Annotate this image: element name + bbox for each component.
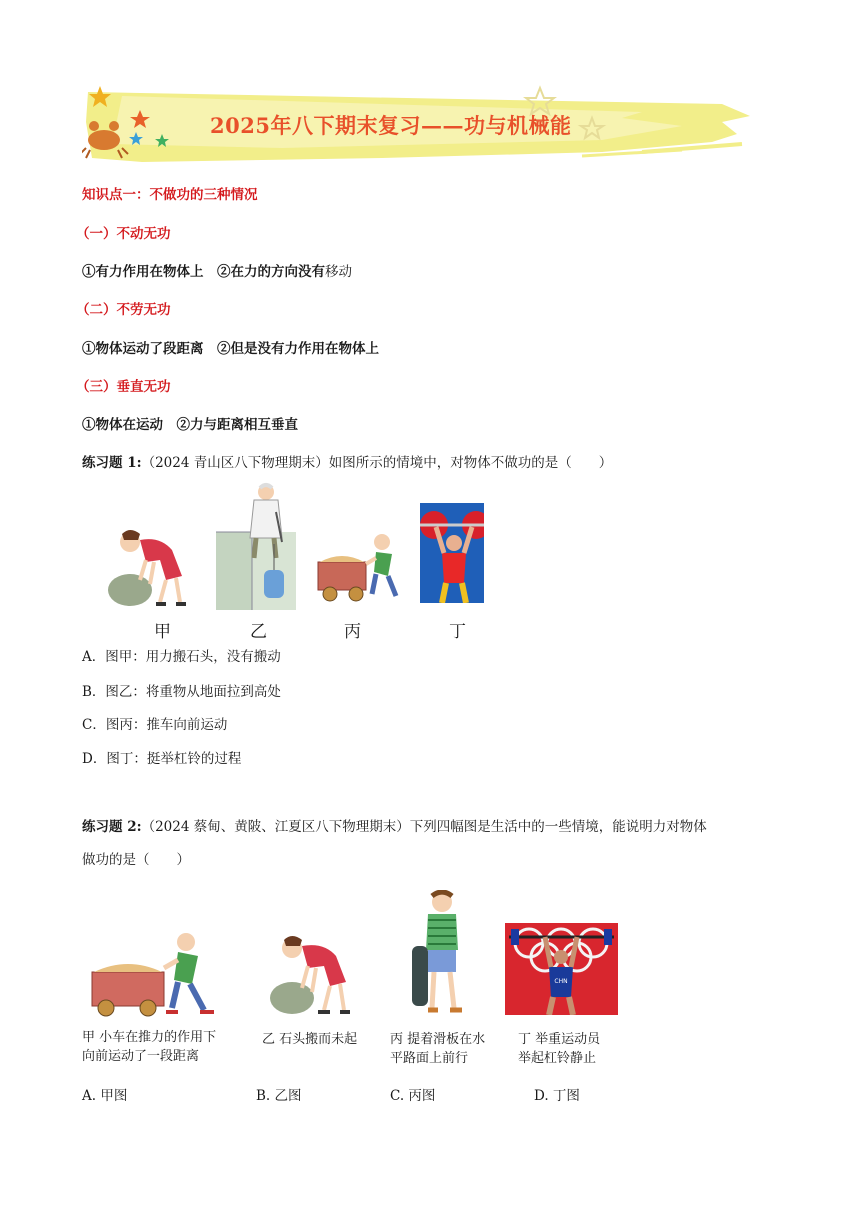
jersey-text: CHN xyxy=(554,978,568,985)
case-1-text: ①有力作用在物体上 ②在力的方向没有移动 xyxy=(82,264,352,280)
case-1-title: （一）不动无功 xyxy=(76,226,171,242)
figure-yi-pulling-weight xyxy=(216,482,296,610)
q2-option-c[interactable]: C. 丙图 xyxy=(390,1088,436,1104)
q1-option-d[interactable]: D．图丁：挺举杠铃的过程 xyxy=(82,751,242,767)
case-2-text: ①物体运动了段距离 ②但是没有力作用在物体上 xyxy=(82,341,379,357)
q2-option-b[interactable]: B. 乙图 xyxy=(256,1088,302,1104)
figure-jia-pushing-cart xyxy=(86,932,226,1018)
q2-caption-yi: 乙 石头搬而未起 xyxy=(262,1032,358,1047)
case-3-text: ①物体在运动 ②力与距离相互垂直 xyxy=(82,417,298,433)
figure-bing-carrying-skateboard xyxy=(410,890,474,1018)
page-title: 2025年八下期末复习——功与机械能 xyxy=(210,113,572,138)
q2-stem-line-2: 做功的是（ ） xyxy=(82,852,190,868)
case-3-title: （三）垂直无功 xyxy=(76,379,171,395)
case-2-title: （二）不劳无功 xyxy=(76,302,171,318)
figure-bing-pushing-cart xyxy=(316,532,408,606)
figure-label-jia: 甲 xyxy=(154,622,171,642)
section-heading: 知识点一：不做功的三种情况 xyxy=(82,187,258,203)
q1-stem: 练习题 1:（2024 青山区八下物理期末）如图所示的情境中，对物体不做功的是（ ） xyxy=(82,455,613,471)
figure-label-bing: 丙 xyxy=(344,622,361,642)
q2-stem-line-1: 练习题 2:（2024 蔡甸、黄陂、江夏区八下物理期末）下列四幅图是生活中的一些情境，能说明力对物体 xyxy=(82,819,707,835)
q2-caption-jia: 甲 小车在推力的作用下 向前运动了一段距离 xyxy=(82,1030,217,1064)
figure-label-yi: 乙 xyxy=(250,622,267,642)
figure-ding-weightlifter xyxy=(420,503,484,603)
figure-jia-lifting-stone xyxy=(100,520,190,610)
q1-option-a[interactable]: A．图甲：用力搬石头，没有搬动 xyxy=(82,649,281,665)
q1-option-b[interactable]: B．图乙：将重物从地面拉到高处 xyxy=(82,684,281,700)
q2-caption-ding: 丁 举重运动员 举起杠铃静止 xyxy=(518,1032,601,1066)
q2-option-d[interactable]: D. 丁图 xyxy=(534,1088,580,1104)
figure-yi-stone-not-lifted xyxy=(262,922,354,1018)
figure-ding-weightlifter-hold xyxy=(505,923,618,1015)
figure-label-ding: 丁 xyxy=(449,622,466,642)
q2-caption-bing: 丙 提着滑板在水 平路面上前行 xyxy=(390,1032,486,1066)
q2-option-a[interactable]: A. 甲图 xyxy=(82,1088,128,1104)
q1-option-c[interactable]: C．图丙：推车向前运动 xyxy=(82,717,228,733)
